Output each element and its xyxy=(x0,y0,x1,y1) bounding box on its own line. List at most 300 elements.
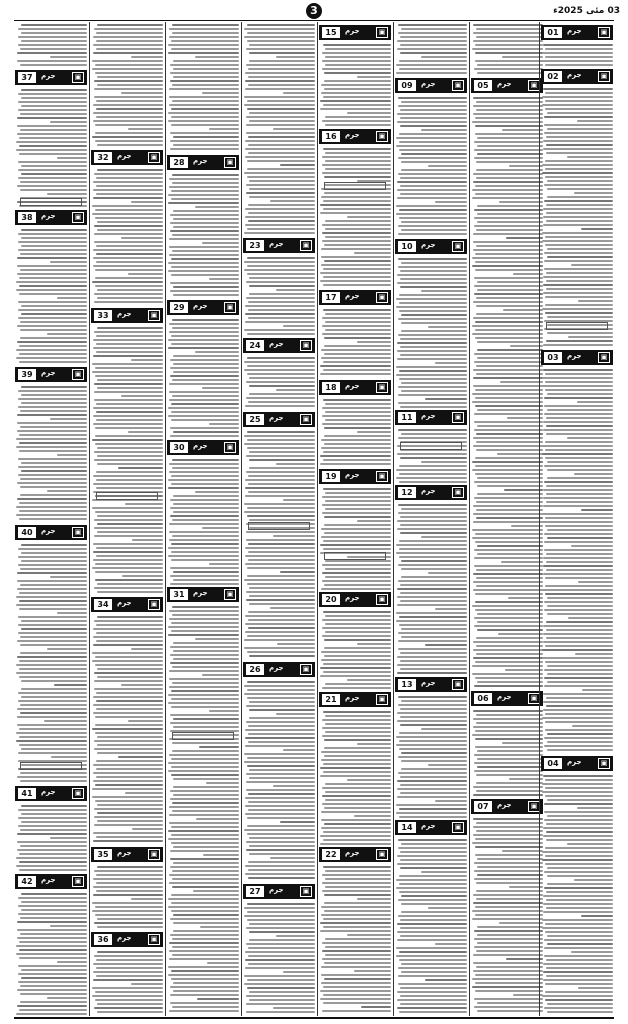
text-line xyxy=(473,181,543,183)
text-line xyxy=(131,898,163,900)
text-line xyxy=(173,363,239,365)
text-line xyxy=(324,427,391,429)
story-number-badge xyxy=(15,786,87,801)
text-line xyxy=(168,487,239,489)
text-line xyxy=(247,265,315,267)
story-number-badge xyxy=(395,78,467,93)
text-line xyxy=(547,605,613,607)
text-line xyxy=(94,824,163,826)
text-line xyxy=(354,252,391,254)
text-line xyxy=(93,355,163,357)
section-title: جرم xyxy=(269,240,284,248)
text-line xyxy=(398,386,467,388)
text-line xyxy=(542,995,613,997)
text-line xyxy=(474,998,543,1000)
text-line xyxy=(19,353,87,355)
text-line xyxy=(472,986,543,988)
text-line xyxy=(473,970,543,972)
text-line xyxy=(543,827,613,829)
text-line xyxy=(477,934,543,936)
text-line xyxy=(396,544,467,546)
text-line xyxy=(17,60,87,62)
text-line xyxy=(96,351,163,353)
text-line xyxy=(171,910,239,912)
text-line xyxy=(245,737,315,739)
text-line xyxy=(21,805,87,807)
story-number-badge xyxy=(319,290,391,305)
text-line xyxy=(475,133,543,135)
text-line xyxy=(502,742,543,744)
story-number-badge xyxy=(91,932,163,947)
text-line xyxy=(245,745,315,747)
text-line xyxy=(546,899,613,901)
text-line xyxy=(20,410,87,412)
text-line xyxy=(247,575,315,577)
text-line xyxy=(322,942,391,944)
text-line xyxy=(169,1010,239,1012)
text-line xyxy=(399,133,467,135)
text-line xyxy=(244,435,315,437)
text-line xyxy=(20,113,87,115)
text-line xyxy=(398,318,467,320)
text-line xyxy=(94,173,163,175)
text-line xyxy=(497,453,543,455)
text-line xyxy=(245,487,315,489)
text-line xyxy=(19,434,87,436)
text-line xyxy=(96,411,163,413)
newspaper-logo-icon: ▣ xyxy=(376,382,388,393)
text-line xyxy=(542,240,613,242)
text-line xyxy=(324,176,391,178)
text-line xyxy=(169,882,239,884)
text-line xyxy=(171,630,239,632)
text-line xyxy=(542,445,613,447)
text-line xyxy=(96,768,163,770)
text-line xyxy=(94,870,163,872)
text-line xyxy=(398,756,467,758)
text-line xyxy=(547,749,613,751)
text-line xyxy=(245,805,315,807)
section-title: جرم xyxy=(421,822,436,830)
text-line xyxy=(97,387,163,389)
text-line xyxy=(19,668,87,670)
text-line xyxy=(325,329,391,331)
text-line xyxy=(16,953,87,955)
text-line xyxy=(169,678,239,680)
text-line xyxy=(170,850,239,852)
text-line xyxy=(473,241,543,243)
text-line xyxy=(425,979,467,981)
text-line xyxy=(16,732,87,734)
text-line xyxy=(172,802,239,804)
text-line xyxy=(169,754,239,756)
text-line xyxy=(322,635,391,637)
text-line xyxy=(400,600,467,602)
text-line xyxy=(247,515,315,517)
text-line xyxy=(544,871,613,873)
text-line xyxy=(323,459,391,461)
text-line xyxy=(245,563,315,565)
text-line xyxy=(475,990,543,992)
newspaper-logo-icon: ▣ xyxy=(528,693,540,704)
text-line xyxy=(323,866,391,868)
story-number: 39 xyxy=(18,369,36,380)
text-line xyxy=(547,681,613,683)
text-line xyxy=(246,1011,315,1013)
text-line xyxy=(168,194,239,196)
text-line xyxy=(172,886,239,888)
text-line xyxy=(20,712,87,714)
news-column xyxy=(318,22,392,1016)
text-line xyxy=(397,923,467,925)
text-line xyxy=(96,193,163,195)
text-line xyxy=(476,433,543,435)
text-line xyxy=(20,568,87,570)
column-divider xyxy=(165,22,166,1016)
text-line xyxy=(18,897,87,899)
text-line xyxy=(347,934,391,936)
text-line xyxy=(475,677,543,679)
text-line xyxy=(546,569,613,571)
text-line xyxy=(476,365,543,367)
text-line xyxy=(542,513,613,515)
text-line xyxy=(18,474,87,476)
text-line xyxy=(546,975,613,977)
text-line xyxy=(472,189,543,191)
newspaper-logo-icon: ▣ xyxy=(72,212,84,223)
text-line xyxy=(428,326,467,328)
text-line xyxy=(435,800,467,802)
text-line xyxy=(474,149,543,151)
text-line xyxy=(93,780,163,782)
text-line xyxy=(18,398,87,400)
text-line xyxy=(18,161,87,163)
text-line xyxy=(320,775,391,777)
text-line xyxy=(477,926,543,928)
text-line xyxy=(476,501,543,503)
text-line xyxy=(247,987,315,989)
text-line xyxy=(324,353,391,355)
text-line xyxy=(94,587,163,589)
text-line xyxy=(245,156,315,158)
text-line xyxy=(95,72,163,74)
text-line xyxy=(325,715,391,717)
section-title: جرم xyxy=(193,302,208,310)
text-line xyxy=(17,422,87,424)
story-number: 05 xyxy=(474,80,492,91)
section-title: جرم xyxy=(345,27,360,35)
text-line xyxy=(398,173,467,175)
text-line xyxy=(322,803,391,805)
text-line xyxy=(399,209,467,211)
text-line xyxy=(21,24,87,26)
text-line xyxy=(401,628,467,630)
text-line xyxy=(93,120,163,122)
text-line xyxy=(168,415,239,417)
text-line xyxy=(398,402,467,404)
text-line xyxy=(472,978,543,980)
text-line xyxy=(170,994,239,996)
text-line xyxy=(244,361,315,363)
text-line xyxy=(200,926,239,928)
text-line xyxy=(324,755,391,757)
text-line xyxy=(399,616,467,618)
text-line xyxy=(248,947,315,949)
text-line xyxy=(397,121,467,123)
story-number-badge xyxy=(15,525,87,540)
text-line xyxy=(172,467,239,469)
text-line xyxy=(400,724,467,726)
text-line xyxy=(93,971,163,973)
text-line xyxy=(20,337,87,339)
text-line xyxy=(476,305,543,307)
text-line xyxy=(21,909,87,911)
text-line xyxy=(547,196,613,198)
section-title: جرم xyxy=(41,876,56,884)
text-line xyxy=(50,925,87,927)
text-line xyxy=(169,88,239,90)
text-line xyxy=(94,808,163,810)
text-line xyxy=(96,708,163,710)
issue-date: 03 مئی 2025ء xyxy=(553,6,620,16)
text-line xyxy=(473,573,543,575)
text-line xyxy=(51,756,87,758)
text-line xyxy=(324,443,391,445)
text-line xyxy=(474,770,543,772)
text-line xyxy=(247,651,315,653)
text-line xyxy=(472,393,543,395)
text-line xyxy=(476,297,543,299)
text-line xyxy=(547,248,613,250)
text-line xyxy=(321,651,391,653)
text-line xyxy=(57,612,87,614)
section-title: جرم xyxy=(497,693,512,701)
text-line xyxy=(170,222,239,224)
story-number: 35 xyxy=(94,849,112,860)
text-line xyxy=(473,32,543,34)
text-line xyxy=(476,109,543,111)
text-line xyxy=(320,922,391,924)
text-line xyxy=(92,213,163,215)
text-line xyxy=(324,435,391,437)
text-line xyxy=(400,1003,467,1005)
text-line xyxy=(544,116,613,118)
text-line xyxy=(195,206,239,208)
text-line xyxy=(248,809,315,811)
text-line xyxy=(400,859,467,861)
text-line xyxy=(128,431,163,433)
text-line xyxy=(475,60,543,62)
text-line xyxy=(247,583,315,585)
text-line xyxy=(476,441,543,443)
story-number: 23 xyxy=(246,240,264,251)
text-line xyxy=(17,572,87,574)
text-line xyxy=(244,329,315,331)
text-line xyxy=(477,153,543,155)
text-line xyxy=(544,947,613,949)
text-line xyxy=(324,337,391,339)
text-line xyxy=(168,555,239,557)
text-line xyxy=(397,855,467,857)
text-line xyxy=(475,533,543,535)
text-line xyxy=(476,653,543,655)
text-line xyxy=(544,819,613,821)
text-line xyxy=(322,60,391,62)
text-line xyxy=(401,169,467,171)
text-line xyxy=(547,799,613,801)
text-line xyxy=(248,619,315,621)
text-line xyxy=(247,979,315,981)
text-line xyxy=(324,655,391,657)
text-line xyxy=(249,451,315,453)
text-line xyxy=(474,862,543,864)
text-line xyxy=(121,237,163,239)
text-line xyxy=(543,369,613,371)
text-line xyxy=(121,92,163,94)
text-line xyxy=(546,272,613,274)
text-line xyxy=(125,792,163,794)
text-line xyxy=(249,519,315,521)
text-line xyxy=(92,652,163,654)
text-line xyxy=(169,28,239,30)
text-line xyxy=(322,719,391,721)
text-line xyxy=(476,577,543,579)
story-end-marker xyxy=(546,322,608,330)
text-line xyxy=(322,120,391,122)
text-line xyxy=(92,439,163,441)
text-line xyxy=(398,564,467,566)
text-line xyxy=(97,169,163,171)
newspaper-logo-icon: ▣ xyxy=(376,292,388,303)
story-number-badge xyxy=(91,847,163,862)
text-line xyxy=(474,930,543,932)
text-line xyxy=(397,189,467,191)
text-line xyxy=(401,963,467,965)
text-line xyxy=(509,778,543,780)
text-line xyxy=(543,344,613,346)
story-end-marker xyxy=(324,182,386,190)
text-line xyxy=(96,245,163,247)
text-line xyxy=(283,325,315,327)
section-title: جرم xyxy=(567,758,582,766)
text-line xyxy=(16,857,87,859)
text-line xyxy=(17,185,87,187)
text-line xyxy=(543,88,613,90)
story-number-badge xyxy=(243,884,315,899)
text-line xyxy=(171,335,239,337)
text-line xyxy=(401,382,467,384)
text-line xyxy=(94,459,163,461)
text-line xyxy=(172,459,239,461)
text-line xyxy=(93,347,163,349)
section-title: جرم xyxy=(117,934,132,942)
text-line xyxy=(323,994,391,996)
text-line xyxy=(93,52,163,54)
text-line xyxy=(247,24,315,26)
newspaper-logo-icon: ▣ xyxy=(452,412,464,423)
text-line xyxy=(171,343,239,345)
text-line xyxy=(475,117,543,119)
newspaper-logo-icon: ▣ xyxy=(598,352,610,363)
text-line xyxy=(203,854,239,856)
text-line xyxy=(400,592,467,594)
text-line xyxy=(247,919,315,921)
text-line xyxy=(93,257,163,259)
text-line xyxy=(475,854,543,856)
story-number-badge xyxy=(395,410,467,425)
text-line xyxy=(172,234,239,236)
text-line xyxy=(325,723,391,725)
text-line xyxy=(21,893,87,895)
text-line xyxy=(20,329,87,331)
text-line xyxy=(173,579,239,581)
story-number: 12 xyxy=(398,487,416,498)
text-line xyxy=(474,557,543,559)
text-line xyxy=(545,855,613,857)
text-line xyxy=(322,172,391,174)
text-line xyxy=(246,995,315,997)
story-number-badge xyxy=(319,592,391,607)
text-line xyxy=(248,611,315,613)
text-line xyxy=(399,217,467,219)
text-line xyxy=(476,722,543,724)
text-line xyxy=(168,347,239,349)
text-line xyxy=(245,631,315,633)
text-line xyxy=(545,713,613,715)
text-line xyxy=(249,923,315,925)
text-line xyxy=(18,390,87,392)
text-line xyxy=(96,335,163,337)
text-line xyxy=(173,650,239,652)
text-line xyxy=(472,257,543,259)
text-line xyxy=(508,597,543,599)
story-number-badge xyxy=(319,469,391,484)
text-line xyxy=(477,750,543,752)
text-line xyxy=(400,270,467,272)
text-line xyxy=(400,125,467,127)
text-line xyxy=(545,304,613,306)
text-line xyxy=(57,157,87,159)
section-title: جرم xyxy=(421,241,436,249)
newspaper-logo-icon: ▣ xyxy=(148,152,160,163)
text-line xyxy=(400,354,467,356)
text-line xyxy=(170,140,239,142)
text-line xyxy=(320,843,391,845)
text-line xyxy=(325,886,391,888)
text-line xyxy=(246,943,315,945)
text-line xyxy=(400,652,467,654)
text-line xyxy=(476,774,543,776)
text-line xyxy=(578,300,613,302)
text-line xyxy=(249,467,315,469)
text-line xyxy=(325,623,391,625)
text-line xyxy=(171,690,239,692)
text-line xyxy=(169,186,239,188)
text-line xyxy=(246,789,315,791)
text-line xyxy=(476,790,543,792)
text-line xyxy=(92,788,163,790)
text-line xyxy=(503,309,543,311)
text-line xyxy=(172,810,239,812)
text-line xyxy=(19,941,87,943)
text-line xyxy=(475,389,543,391)
text-line xyxy=(248,733,315,735)
story-number-badge xyxy=(167,155,239,170)
text-line xyxy=(322,407,391,409)
story-number: 19 xyxy=(322,471,340,482)
text-line xyxy=(322,224,391,226)
text-line xyxy=(472,197,543,199)
